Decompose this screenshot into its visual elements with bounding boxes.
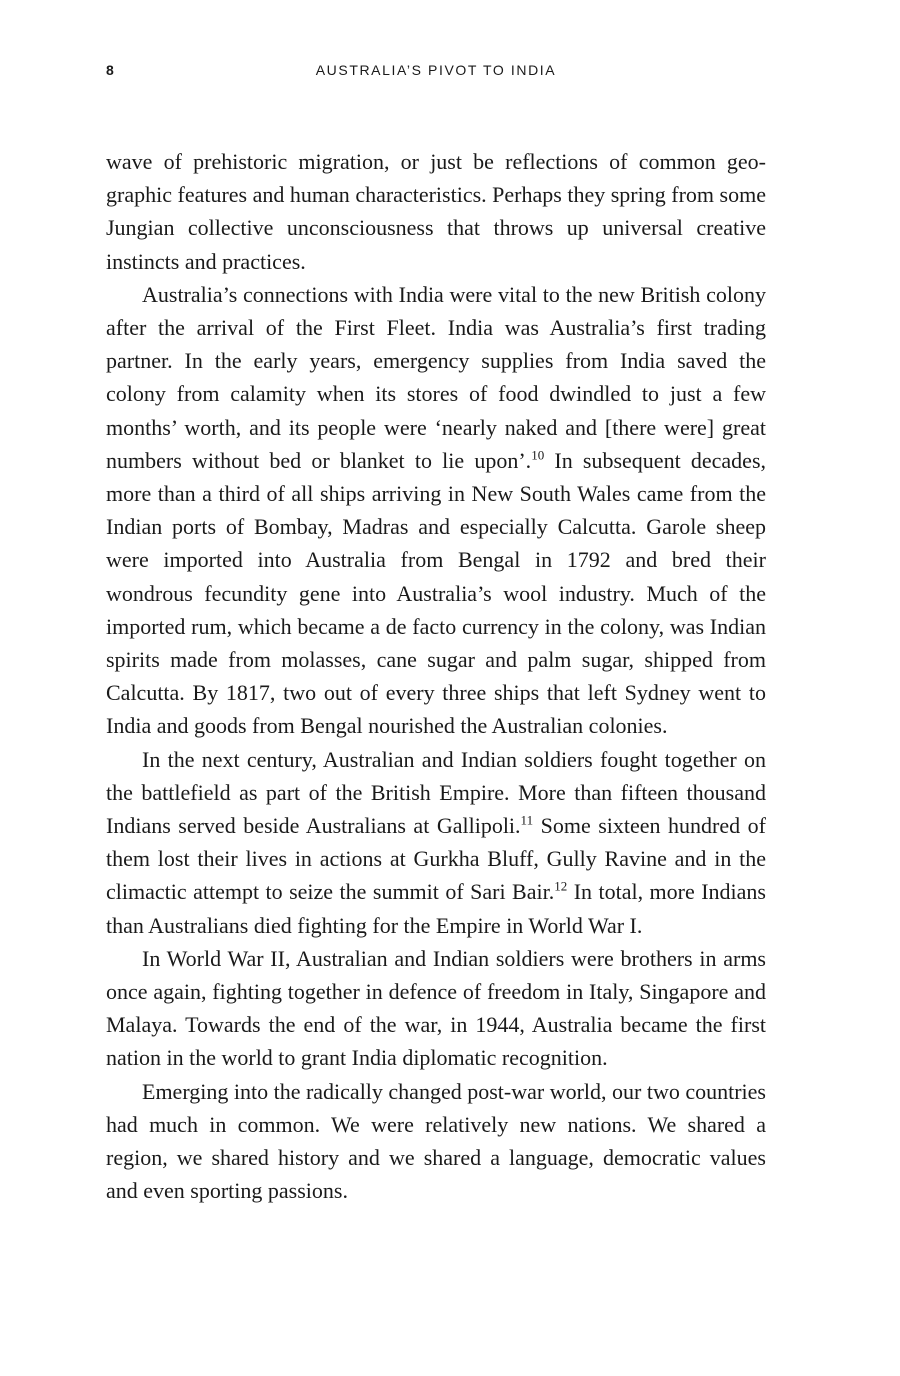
- paragraph: [106, 278, 766, 743]
- paragraph-text: wave of prehistoric migration, or just be reflections of common geographic features and human characteristics. Perhaps they spring from some Jungian collective unconsciousness that throws up universal creative instincts and practices.: [106, 149, 766, 274]
- paragraph: [106, 145, 766, 278]
- paragraph-text: In total, more Indians than Australians died fighting for the Empire in World War I.: [106, 879, 766, 938]
- paragraph-text: Emerging into the radically changed post-war world, our two countries had much in common. We were relatively new nations. We shared a region, we shared history and we shared a language, democratic values and even sporting passions.: [106, 1078, 766, 1204]
- paragraph: [106, 1075, 766, 1208]
- paragraph: [106, 942, 766, 1075]
- page-number: 8: [106, 62, 114, 78]
- running-title: AUSTRALIA’S PIVOT TO INDIA: [315, 62, 557, 78]
- paragraph-text: Some sixteen hundred of them lost their lives in actions at Gurkha Bluff, Gully Ravine and in the climactic attempt to seize the summit of Sari Bair.: [106, 813, 766, 905]
- body-text: [106, 145, 766, 1208]
- footnote-reference: 12: [554, 879, 568, 895]
- paragraph-text: Australia’s connections with India were vital to the new British colony after the arrival of the First Fleet. India was Australia’s first trading partner. In the early years, emergency supplies from India saved the colony from calamity when its stores of food dwindled to just a few months’ worth, and its people were ‘nearly naked and [there were] great numbers without bed or blanket to lie upon’.: [106, 281, 766, 473]
- paragraph: [106, 743, 766, 942]
- footnote-reference: 11: [520, 812, 534, 828]
- running-head: [106, 62, 766, 84]
- footnote-reference: 10: [531, 447, 545, 463]
- paragraph-text: In World War II, Australian and Indian soldiers were brothers in arms once again, fighting together in defence of freedom in Italy, Singapore and Malaya. Towards the end of the war, in 1944, Australia became the first nation in the world to grant India diplomatic recognition.: [106, 945, 766, 1071]
- paragraph-text: In subsequent decades, more than a third of all ships arriving in New South Wales came from the Indian ports of Bombay, Madras and especially Calcutta. Garole sheep were imported into Australia from Bengal in 1792 and bred their wondrous fecundity gene into Australia’s wool industry. Much of the imported rum, which became a de facto currency in the colony, was Indian spirits made from molasses, cane sugar and palm sugar, shipped from Calcutta. By 1817, two out of every three ships that left Sydney went to India and goods from Bengal nourished the Australian colonies.: [106, 447, 767, 739]
- paragraph-text: In the next century, Australian and Indian soldiers fought together on the battlefield as part of the British Empire. More than fifteen thousand Indians served beside Australians at Gallipoli.: [106, 746, 766, 839]
